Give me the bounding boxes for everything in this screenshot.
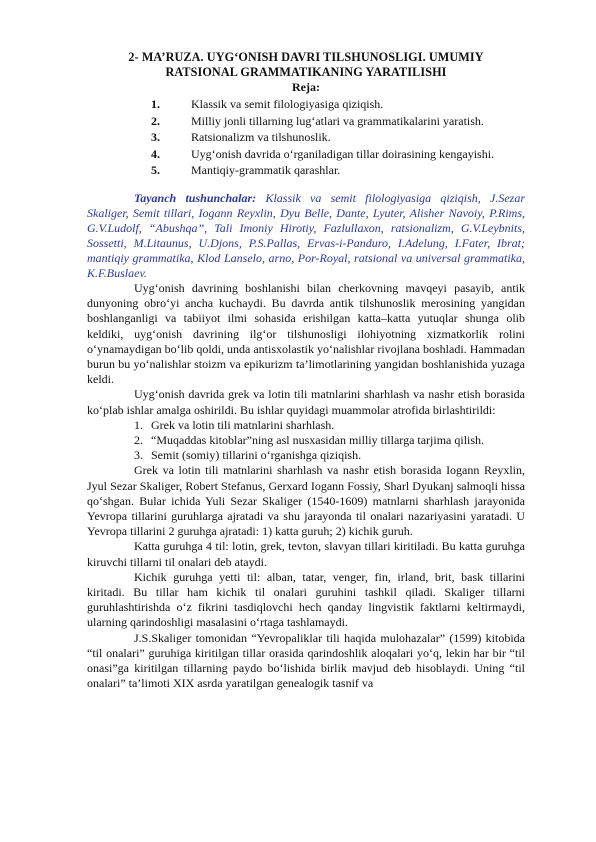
plan-item-number: 1. xyxy=(151,97,160,111)
problems-list-item xyxy=(87,448,525,463)
problems-list xyxy=(87,418,525,464)
title-line-2: RATSIONAL GRAMMATIKANING YARATILISHI xyxy=(165,65,447,79)
plan-item-text: Ratsionalizm va tilshunoslik. xyxy=(191,130,331,145)
plan-item-number: 5. xyxy=(151,163,160,178)
paragraph-3: Grek va lotin tili matnlarini sharhlash va nashr etish borasida Iogann Reyxlin, Jyul Sezar Skaliger, Robert Stefanus, Gerxard Iogann Fossiy, Sharl Dyukanj salmoqli hissa qo‘shgan. Bular ichida Yuli Sezar Skaliger (1540-1609) matnlarni sharhlash jarayonida Yevropa tillarini guruhlarga ajratadi va shu jarayonda til onalari nazariyasini yaratadi. U Yevropa tillarini 2 guruhga ajratadi: 1) katta guruh; 2) kichik guruh. xyxy=(87,463,525,539)
problems-item-text: Grek va lotin tili matnlarini sharhlash. xyxy=(151,417,335,432)
plan-item-number: 4. xyxy=(151,146,160,161)
paragraph-5: Kichik guruhga yetti til: alban, tatar, venger, fin, irland, brit, bask tillarini kiritadi. Bu tillar ham kichik til onalari guruhini tashkil qiladi. Skaliger tillarni guruhlashtirishda o‘z fikrini tasdiqlovchi hech qanday lingvistik faktlarni keltirmaydi, ularning qarindoshligi masalasini o‘rtaga tashlamaydi. xyxy=(87,569,525,630)
title-line-1: 2- MA’RUZA. UYG‘ONISH DAVRI TILSHUNOSLIGI. UMUMIY xyxy=(128,50,484,64)
plan-item-number: 2. xyxy=(151,113,160,128)
paragraph-2: Uyg‘onish davrida grek va lotin tili matnlarini sharhlash va nashr etish borasida ko‘plab ishlar amalga oshirildi. Bu ishlar quyidagi muammolar atrofida birlashtirildi: xyxy=(87,387,525,417)
plan-item-text: Mantiqiy-grammatik qarashlar. xyxy=(191,163,341,178)
plan-item-text: Klassik va semit filologiyasiga qiziqish. xyxy=(191,97,384,111)
plan-item xyxy=(87,146,525,163)
plan-item xyxy=(87,96,525,113)
key-concepts-label: Tayanch tushunchalar: xyxy=(134,190,257,205)
problems-list-item xyxy=(87,418,525,433)
problems-item-number: 2. xyxy=(134,433,143,447)
plan-list xyxy=(87,96,525,179)
document-page xyxy=(87,50,525,691)
plan-item-text: Uyg‘onish davrida o‘rganiladigan tillar doirasining kengayishi. xyxy=(191,146,495,161)
paragraph-4: Katta guruhga 4 til: lotin, grek, tevton, slavyan tillari kiritiladi. Bu katta guruhga kiruvchi tillarni til onalari deb ataydi. xyxy=(87,539,525,569)
plan-item-text: Milliy jonli tillarning lug‘atlari va grammatikalarini yaratish. xyxy=(191,113,484,128)
problems-item-text: “Muqaddas kitoblar”ning asl nusxasidan milliy tillarga tarjima qilish. xyxy=(151,433,485,447)
lecture-title xyxy=(87,50,525,80)
problems-item-text: Semit (somiy) tillarini o‘rganishga qiziqish. xyxy=(151,448,362,463)
plan-item xyxy=(87,162,525,179)
problems-item-number: 3. xyxy=(134,448,143,463)
plan-item xyxy=(87,129,525,146)
problems-item-number: 1. xyxy=(134,417,143,432)
key-concepts xyxy=(87,191,525,281)
paragraph-6: J.S.Skaliger tomonidan “Yevropaliklar tili haqida mulohazalar” (1599) kitobida “til onalari” guruhiga kiritilgan tillar orasida qarindoshlik aloqalari yo‘q, lekin har bir “til onasi”ga kiritilgan tillarning paydo bo‘lishida birlik mavjud deb hisoblaydi. Uning “til onalari” ta’limoti XIX asrda yaratilgan genealogik tasnif va xyxy=(87,630,525,691)
key-concepts-text: Klassik va semit filologiyasiga qiziqish, J.Sezar Skaliger, Semit tillari, Iogann Reyxlin, Dyu Belle, Dante, Lyuter, Alisher Navoiy, P.Rims, G.V.Ludolf, “Abushqa”, Tali Imoniy Hirotiy, Fazlullaxon, ratsionalizm, G.V.Leybnits, Sossetti, M.Litaunus, U.Djons, P.S.Pallas, Ervas-i-Panduro, I.Adelung, I.Fater, Ibrat; mantiqiy grammatika, Klod Lanselo, arno, Por-Royal, ratsional va universal grammatika, K.F.Buslaev. xyxy=(87,190,526,280)
plan-heading: Reja: xyxy=(292,80,320,94)
paragraph-1: Uyg‘onish davrining boshlanishi bilan cherkovning mavqeyi pasayib, antik dunyoning obro‘yi ancha kuchaydi. Bu davrda antik tilshunoslik merosining yangidan boshlanganligi va tabiiyot ilmi sohasida erishilgan katta–katta yutuqlar shunga olib keldiki, uyg‘onish davrining ilg‘or tilshunosligi ilohiyotning xizmatkorlik rolini o‘ynamaydigan bo‘lib qoldi, unda antisxolastik yo‘nalishlar rivojlana boshladi. Hammadan burun bu yo‘nalishlar stoizm va epikurizm ta’limotlarining yangidan boshlanishida yuzaga keldi. xyxy=(87,280,525,387)
plan-item xyxy=(87,113,525,130)
plan-item-number: 3. xyxy=(151,130,160,145)
problems-list-item xyxy=(87,433,525,448)
